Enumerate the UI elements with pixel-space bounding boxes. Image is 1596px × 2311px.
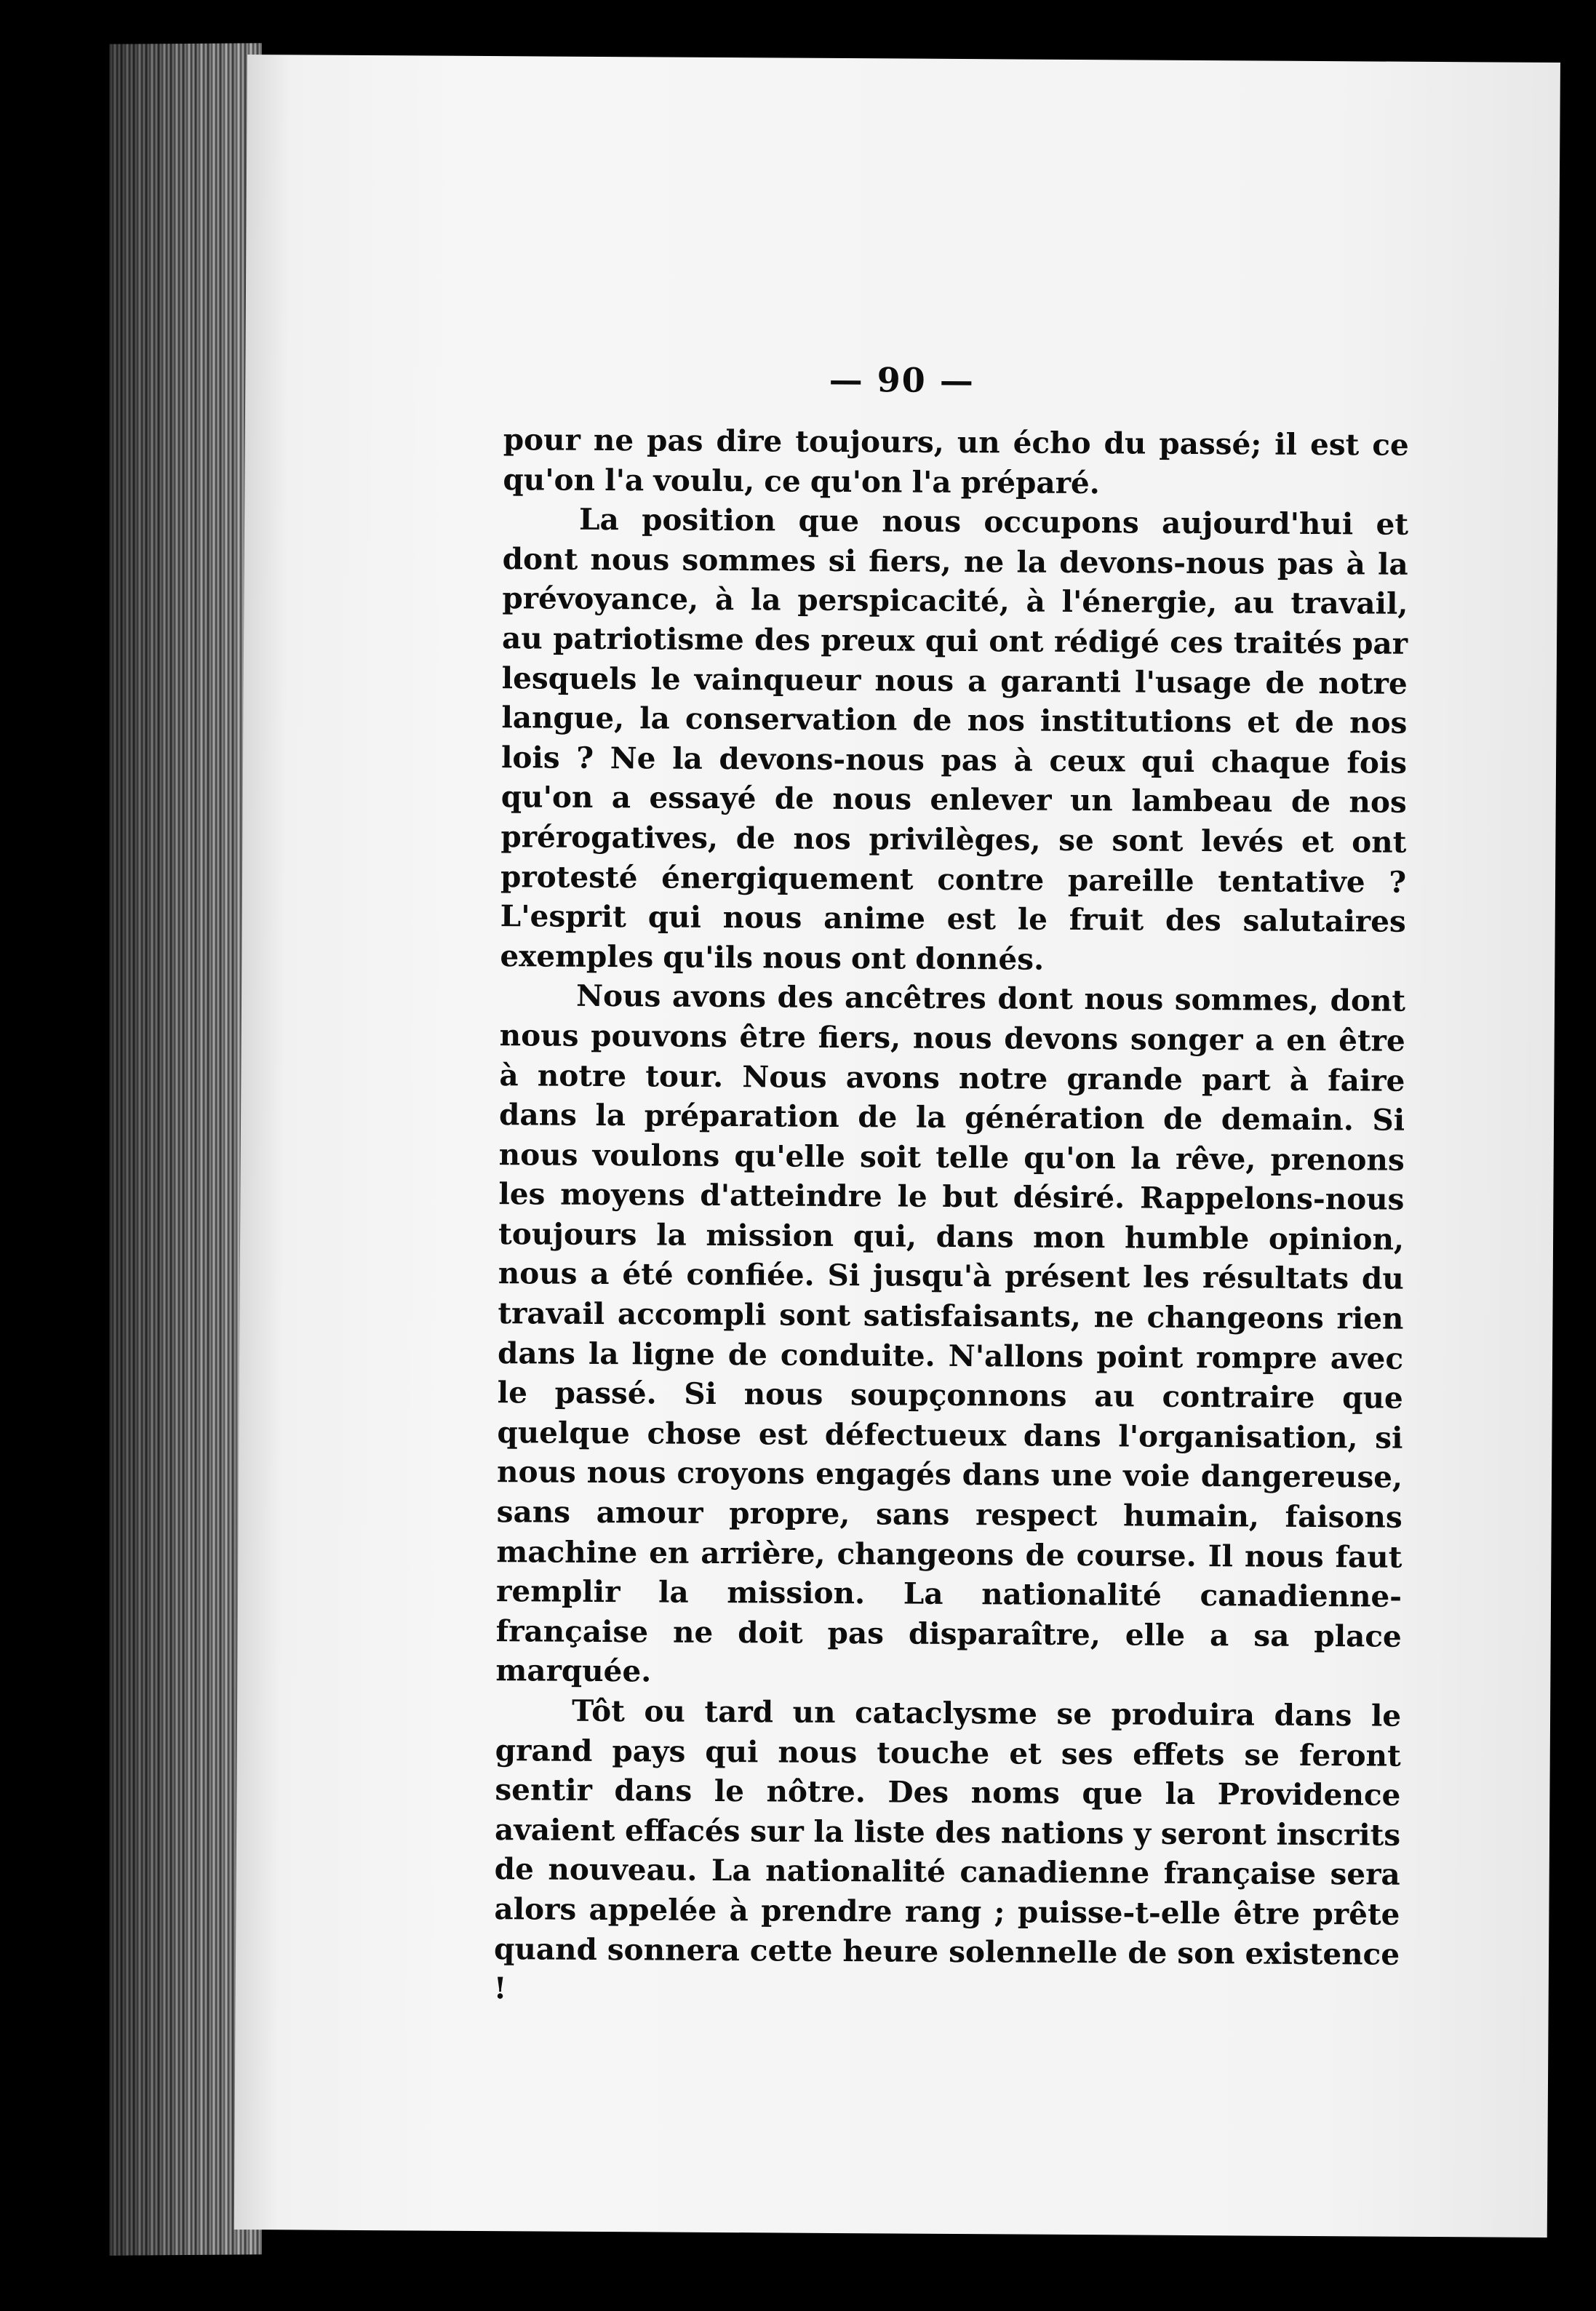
page-sheet: [234, 55, 1560, 2238]
paragraph-continued: pour ne pas dire toujours, un écho du passé; il est ce qu'on l'a voulu, ce qu'on l'a préparé.: [503, 422, 1409, 500]
paragraph: Tôt ou tard un cataclysme se produira dans le grand pays qui nous touche et ses effets se feront sentir dans le nôtre. Des noms que la Providence avaient effacés sur la liste des nations y seront inscrits de nouveau. La nationalité canadienne française sera alors appelée à prendre rang ; puisse-t-elle être prête quand sonnera cette heure solennelle de son existence !: [493, 1693, 1402, 2006]
page-number: — 90 —: [829, 359, 975, 401]
paragraph: Nous avons des ancêtres dont nous sommes, dont nous pouvons être fiers, nous devons songer a en être à notre tour. Nous avons notre grande part à faire dans la préparation de la génération de demain. Si nous voulons qu'elle soit telle qu'on la rêve, prenons les moyens d'atteindre le but désiré. Rappelons-nous toujours la mission qui, dans mon humble opinion, nous a été confiée. Si jusqu'à présent les résultats du travail accompli sont satisfaisants, ne changeons rien dans la ligne de conduite. N'allons point rompre avec le passé. Si nous soupçonnons au contraire que quelque chose est défectueux dans l'organisation, si nous nous croyons engagés dans une voie dangereuse, sans amour propre, sans respect humain, faisons machine en arrière, changeons de course. Il nous faut remplir la mission. La nationalité canadienne-française ne doit pas disparaître, elle a sa place marquée.: [495, 978, 1406, 1689]
body-text: [494, 420, 1409, 2013]
paragraph: La position que nous occupons aujourd'hui et dont nous sommes si fiers, ne la devons-nous pas à la prévoyance, à la perspicacité, à l'énergie, au travail, au patriotisme des preux qui ont rédigé ces traités par lesquels le vainqueur nous a garanti l'usage de notre langue, la conservation de nos institutions et de nos lois ? Ne la devons-nous pas à ceux qui chaque fois qu'on a essayé de nous enlever un lambeau de nos prérogatives, de nos privilèges, se sont levés et ont protesté énergiquement contre pareille tentative ? L'esprit qui nous anime est le fruit des salutaires exemples qu'ils nous ont donnés.: [500, 501, 1409, 977]
